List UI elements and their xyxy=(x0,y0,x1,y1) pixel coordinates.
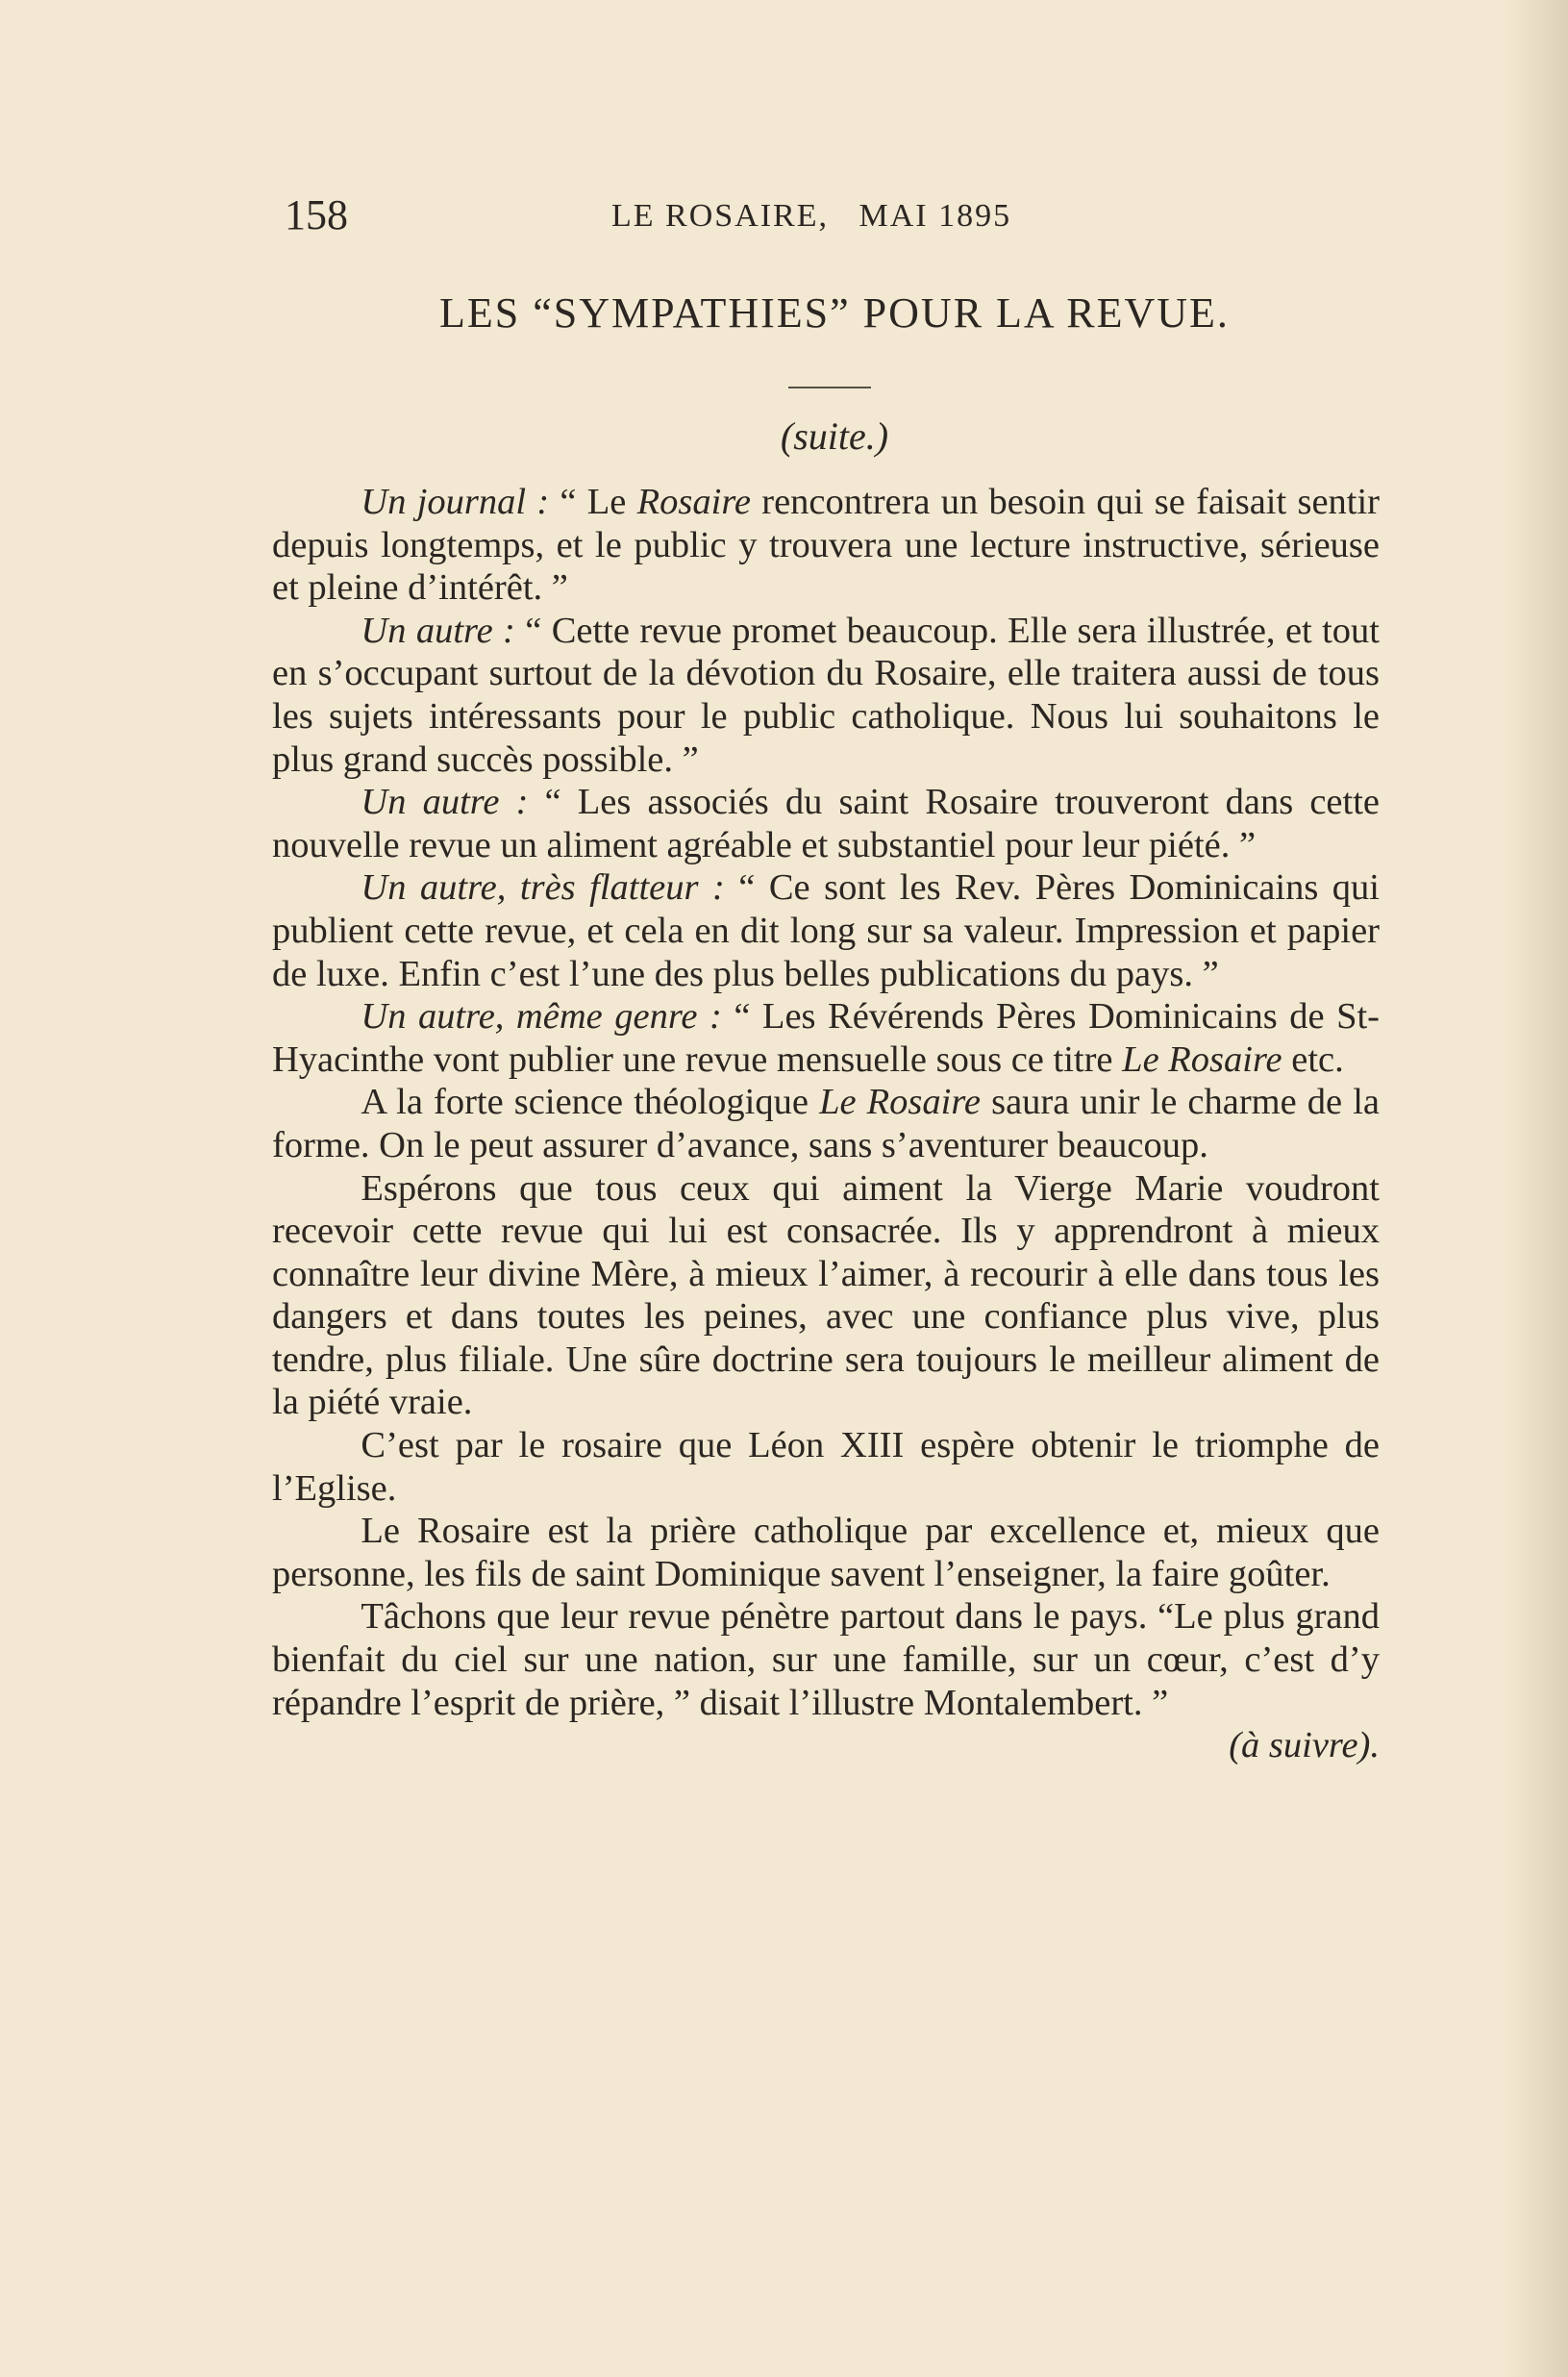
paragraph-9: Le Rosaire est la prière catholique par excellence et, mieux que personne, les fils de saint Dominique savent l’enseigner, la faire goûter. xyxy=(272,1511,1380,1594)
article-title: LES “SYMPATHIES” POUR LA REVUE. xyxy=(439,289,1230,337)
continued-note: (à suivre). xyxy=(1229,1725,1380,1766)
running-title: LE ROSAIRE, MAI 1895 xyxy=(611,198,1012,234)
paragraph-2: Un autre : “ Cette revue promet beaucoup. Elle sera illustrée, et tout en s’occupant surtout de la dévotion du Rosaire, elle traitera aussi de tous les sujets intéressants pour le public catholique. Nous lui souhaitons le plus grand succès possible. ” xyxy=(272,610,1380,780)
paragraph-1: Un journal : “ Le Rosaire rencontrera un besoin qui se faisait sentir depuis longtemps, et le public y trouvera une lecture instructive, sérieuse et pleine d’intérêt. ” xyxy=(272,482,1380,609)
article-body xyxy=(272,481,1380,1767)
paragraph-10: Tâchons que leur revue pénètre partout dans le pays. “Le plus grand bienfait du ciel sur une nation, sur une famille, sur un cœur, c’est d’y répandre l’esprit de prière, ” disait l’illustre Montalembert. ” (à suivre). xyxy=(272,1596,1380,1766)
paragraph-6: A la forte science théologique Le Rosaire saura unir le charme de la forme. On le peut assurer d’avance, sans s’aventurer beaucoup. xyxy=(272,1082,1380,1165)
paragraph-5: Un autre, même genre : “ Les Révérends Pères Dominicains de St-Hyacinthe vont publier une revue mensuelle sous ce titre Le Rosaire etc. xyxy=(272,996,1380,1080)
paragraph-3: Un autre : “ Les associés du saint Rosaire trouveront dans cette nouvelle revue un aliment agréable et substantiel pour leur piété. ” xyxy=(272,782,1380,865)
paragraph-4: Un autre, très flatteur : “ Ce sont les Rev. Pères Dominicains qui publient cette revue, et cela en dit long sur sa valeur. Impression et papier de luxe. Enfin c’est l’une des plus belles publications du pays. ” xyxy=(272,867,1380,994)
paragraph-7: Espérons que tous ceux qui aiment la Vierge Marie voudront recevoir cette revue qui lui est consacrée. Ils y apprendront à mieux connaître leur divine Mère, à mieux l’aimer, à recourir à elle dans tous les dangers et dans toutes les peines, avec une confiance plus vive, plus tendre, plus filiale. Une sûre doctrine sera toujours le meilleur aliment de la piété vraie. xyxy=(272,1167,1380,1423)
paragraph-8: C’est par le rosaire que Léon XIII espère obtenir le triomphe de l’Eglise. xyxy=(272,1425,1380,1509)
suite-label: (suite.) xyxy=(780,414,889,458)
page-number: 158 xyxy=(285,191,348,238)
title-rule xyxy=(788,387,871,388)
running-head xyxy=(285,190,1384,248)
